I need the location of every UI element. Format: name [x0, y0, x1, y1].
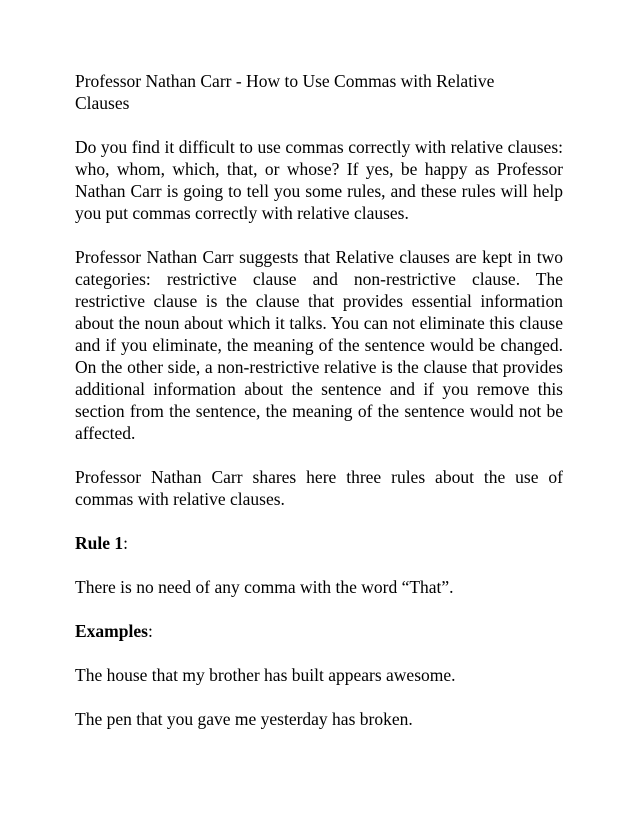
intro-paragraph: Do you find it difficult to use commas correctly with relative clauses: who, whom, which, that, or whose? If yes, be happy as Professor Nathan Carr is going to tell you some rules, and these rules will help you put commas correctly with relative clauses.: [75, 137, 563, 223]
rule1-text: There is no need of any comma with the word “That”.: [75, 577, 454, 597]
rule1-label-suffix: :: [123, 533, 128, 553]
rule1-heading: [75, 532, 563, 554]
rule1-label: Rule 1: [75, 533, 124, 553]
example-item-2: The pen that you gave me yesterday has broken.: [75, 709, 413, 729]
document-title: Professor Nathan Carr - How to Use Commas with Relative Clauses: [75, 71, 495, 113]
example-item-1: The house that my brother has built appears awesome.: [75, 665, 456, 685]
categories-paragraph: Professor Nathan Carr suggests that Relative clauses are kept in two categories: restrictive clause and non-restrictive clause. The restrictive clause is the clause that provides essential information about the noun about which it talks. You can not eliminate this clause and if you eliminate, the meaning of the sentence would be changed. On the other side, a non-restrictive relative is the clause that provides additional information about the sentence and if you remove this section from the sentence, the meaning of the sentence would not be affected.: [75, 247, 563, 443]
examples-heading: [75, 620, 563, 642]
document-page: [75, 70, 563, 752]
rules-intro-paragraph: Professor Nathan Carr shares here three rules about the use of commas with relative clauses.: [75, 467, 563, 509]
examples-label: Examples: [75, 621, 148, 641]
examples-label-suffix: :: [147, 621, 153, 641]
